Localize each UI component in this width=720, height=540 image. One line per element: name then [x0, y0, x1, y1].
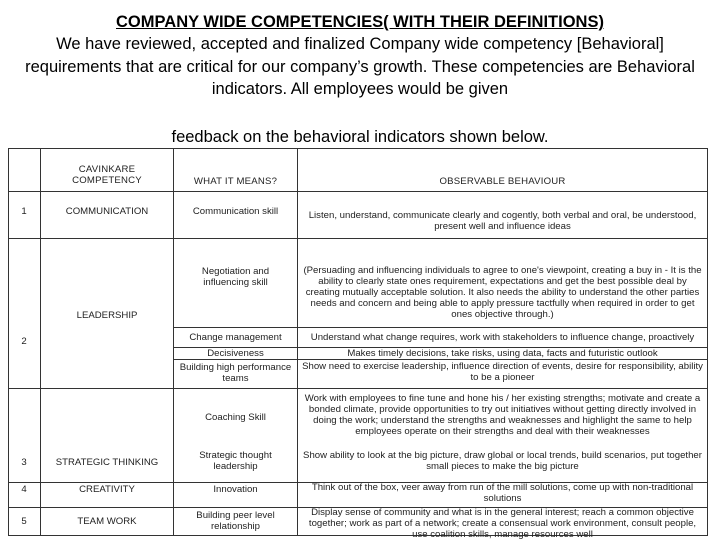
competency-name: LEADERSHIP — [76, 309, 138, 321]
observable-behaviour: Listen, understand, communicate clearly and cogently, both verbal and oral, be understood, present well and influence ideas — [308, 210, 697, 232]
observable-behaviour: Show need to exercise leadership, influence direction of events, desire for responsibility, ability to be a pioneer — [302, 361, 703, 383]
what-it-means: Negotiation and influencing skill — [201, 266, 270, 288]
intro-last-line: feedback on the behavioral indicators shown below. — [171, 128, 549, 146]
header-behaviour: OBSERVABLE BEHAVIOUR — [439, 175, 566, 187]
header-competency: CAVINKARE COMPETENCY — [72, 164, 142, 186]
observable-behaviour: Makes timely decisions, take risks, using data, facts and futuristic outlook — [347, 348, 658, 359]
what-it-means: Building peer level relationship — [196, 510, 275, 532]
competency-name: TEAM WORK — [77, 515, 137, 527]
what-it-means: Decisiveness — [207, 348, 264, 359]
observable-behaviour: Work with employees to fine tune and hone his / her existing strengths; motivate and create a bonded climate, provide opportunities to try out initiatives without getting directly involved in doing the work; understand the strengths and weaknesses and highlight the same to help employees operate on their strengths and deal with their weaknesses — [304, 393, 701, 437]
what-it-means: Strategic thought leadership — [199, 450, 272, 472]
observable-behaviour: Understand what change requires, work with stakeholders to influence change, proactively — [310, 331, 695, 343]
what-it-means: Building high performance teams — [179, 362, 292, 384]
observable-behaviour: Show ability to look at the big picture, draw global or local trends, build scenarios, put together small pieces to make the big picture — [303, 450, 702, 472]
what-it-means: Coaching Skill — [205, 411, 266, 423]
row-number: 1 — [21, 205, 27, 217]
what-it-means: Change management — [189, 331, 282, 343]
row-number: 3 — [21, 456, 27, 468]
observable-behaviour: Think out of the box, veer away from run of the mill solutions, come up with non-traditional solutions — [311, 482, 694, 504]
competency-name: CREATIVITY — [79, 483, 135, 495]
competency-name: STRATEGIC THINKING — [55, 456, 159, 468]
row-number: 4 — [21, 483, 27, 495]
what-it-means: Communication skill — [192, 205, 279, 217]
observable-behaviour: (Persuading and influencing individuals to agree to one's viewpoint, creating a buy in - It is the ability to clearly state ones requirement, expectations and get the best possible deal by creating mutually acceptable solution. It also needs the ability to understand the other parties needs and concern and being able to apply pressure tactfully when required in order to get ones objective through.) — [303, 264, 702, 320]
observable-behaviour: Display sense of community and what is in the general interest; reach a common objective together; work as part of a network; create a consensual work environment, consult people, use coalition skills, manage resources well — [308, 506, 697, 540]
competency-table — [8, 148, 708, 540]
what-it-means: Innovation — [213, 483, 258, 495]
intro-paragraph: We have reviewed, accepted and finalized Company wide competency [Behavioral] requirements that are critical for our company’s growth. These competencies are Behavioral indicators. All employees would be given — [25, 35, 695, 98]
row-number: 5 — [21, 515, 27, 527]
heading: COMPANY WIDE COMPETENCIES( WITH THEIR DEFINITIONS) — [116, 13, 604, 31]
header-what: WHAT IT MEANS? — [193, 175, 278, 187]
row-number: 2 — [21, 335, 27, 347]
competency-name: COMMUNICATION — [65, 205, 149, 217]
